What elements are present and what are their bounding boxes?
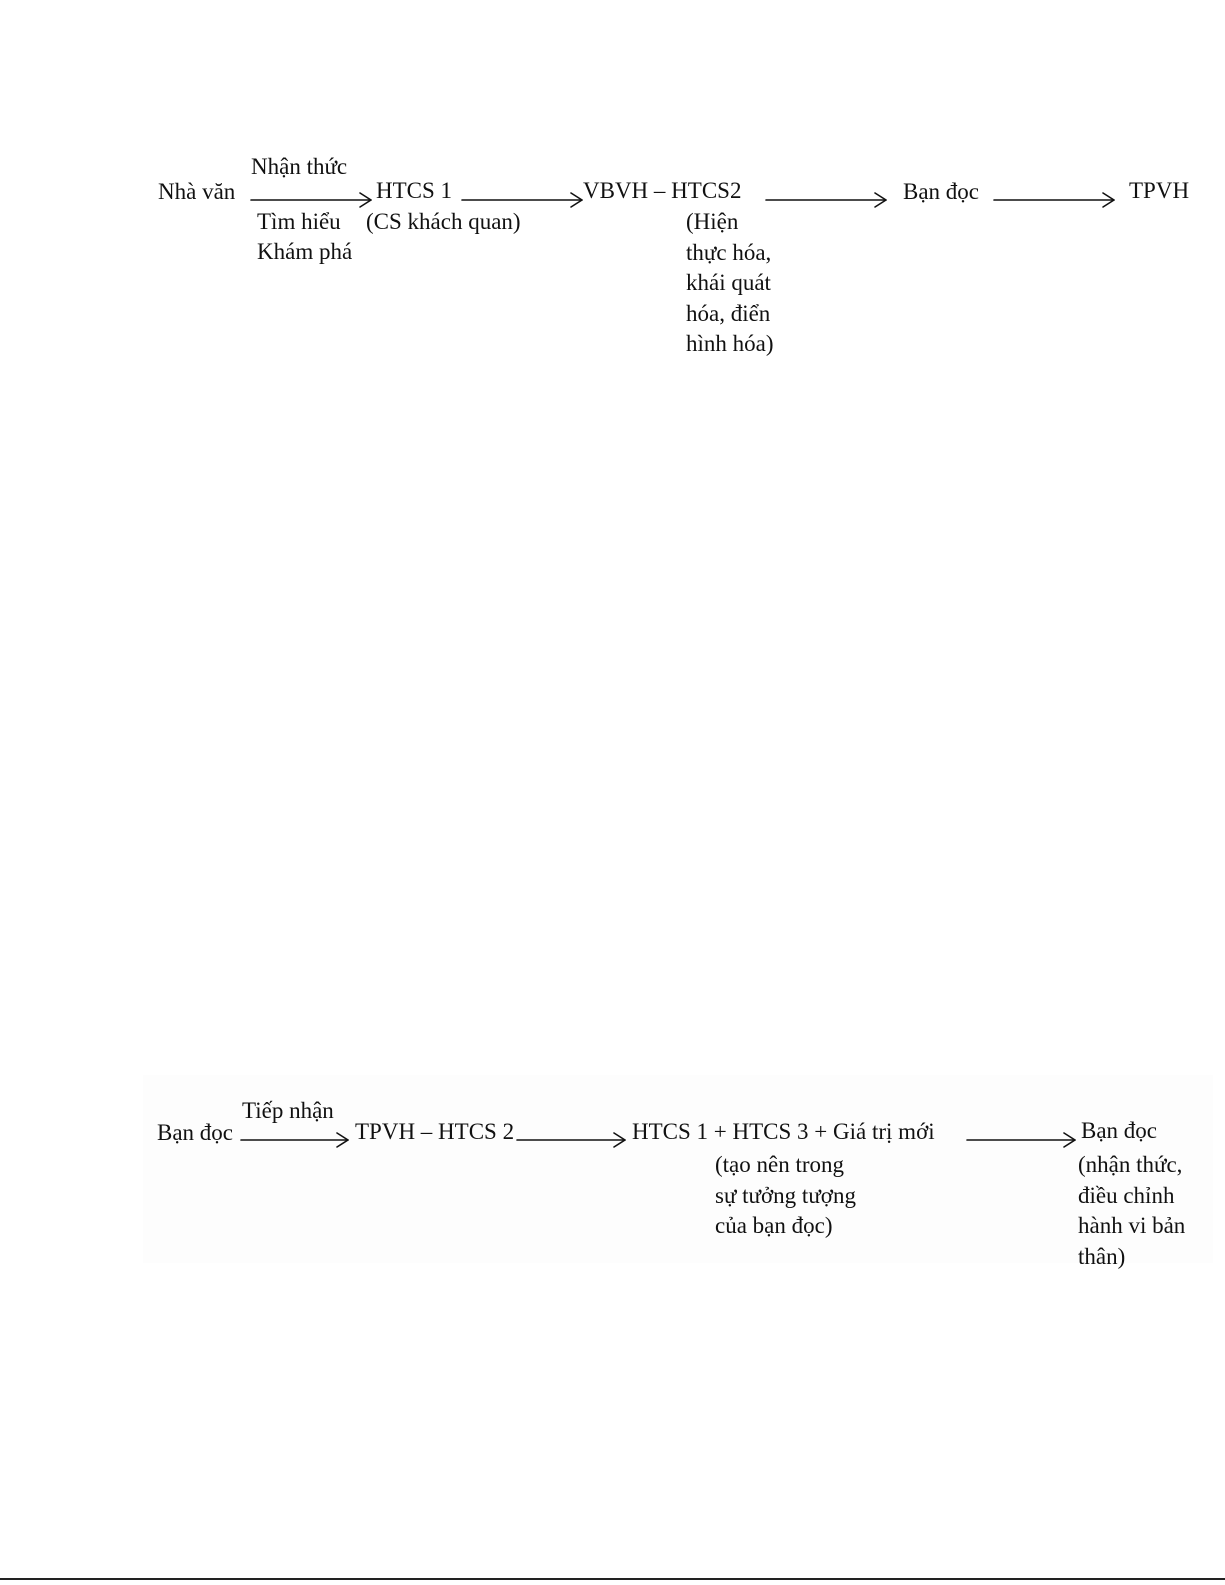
node-ban-doc-end: Bạn đọc [1081,1118,1158,1143]
edge-label-nhan-thuc: Nhận thức [251,154,348,179]
arrow-ban-doc-to-tpvh-2 [241,1133,348,1147]
node-tpvh: TPVH [1129,178,1190,203]
edge-label-tiep-nhan: Tiếp nhận [242,1098,334,1123]
node-ban-doc-start: Bạn đọc [157,1120,234,1145]
page-bottom-rule [0,1578,1225,1580]
note-cs-khach-quan: (CS khách quan) [366,209,521,234]
arrow-tpvh-to-combo [517,1133,625,1147]
note-nhan-thuc: (nhận thức, điều chỉnh hành vi bản thân) [1078,1152,1186,1269]
node-tpvh-htcs2: TPVH – HTCS 2 [355,1119,515,1144]
arrow-htcs1-to-vbvh [462,193,582,207]
node-ban-doc: Bạn đọc [903,179,980,204]
arrow-vbvh-to-ban-doc [766,193,886,207]
node-htcs-combo: HTCS 1 + HTCS 3 + Giá trị mới [632,1119,935,1144]
edge-label-kham-pha: Khám phá [257,239,353,264]
arrow-nha-van-to-htcs1 [251,193,371,207]
note-hien-thuc-hoa: (Hiện thực hóa, khái quát hóa, điển hình hóa) [686,209,774,356]
node-nha-van: Nhà văn [158,179,236,204]
arrow-combo-to-ban-doc [967,1133,1075,1147]
arrow-ban-doc-to-tpvh [994,193,1114,207]
note-tao-nen: (tạo nên trong sự tưởng tượng của bạn đọc) [715,1152,856,1238]
edge-label-tim-hieu: Tìm hiểu [257,209,341,234]
node-vbvh-htcs2: VBVH – HTCS2 [583,178,742,203]
node-htcs-1: HTCS 1 [376,178,453,203]
